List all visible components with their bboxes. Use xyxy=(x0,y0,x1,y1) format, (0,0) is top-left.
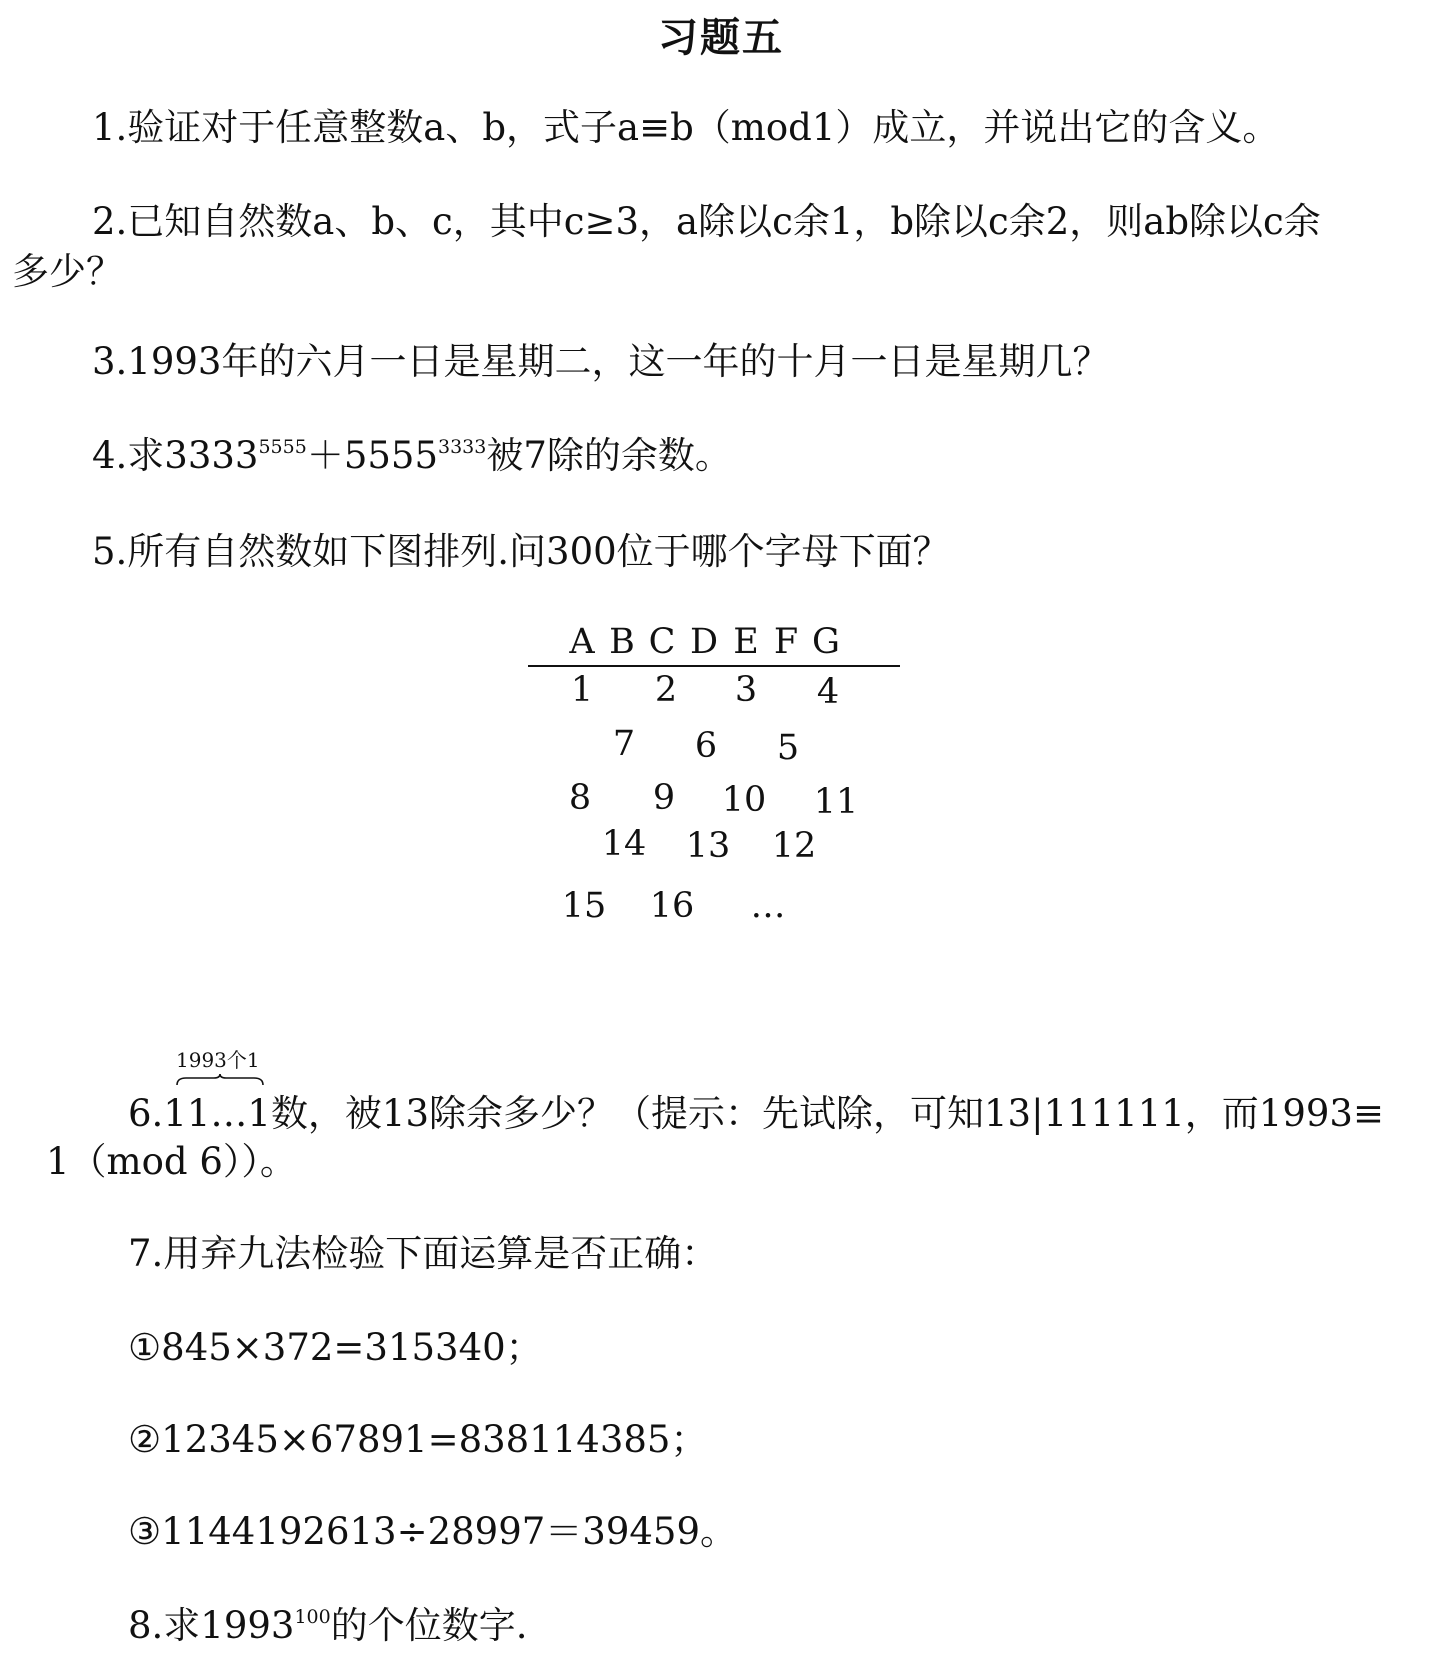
arrangement-number: 5 xyxy=(776,728,800,768)
question-1: 1.验证对于任意整数a、b，式子a≡b（mod1）成立，并说出它的含义。 xyxy=(92,106,1280,149)
arrangement-number: 11 xyxy=(813,782,859,822)
header-letter: B xyxy=(609,622,635,662)
arrangement-number: 1 xyxy=(570,670,594,710)
question-8-suffix: 的个位数字. xyxy=(330,1604,528,1647)
arrangement-number: 4 xyxy=(816,672,840,712)
question-8-prefix: 8.求1993 xyxy=(128,1604,295,1647)
question-4-middle: ＋5555 xyxy=(306,434,438,477)
question-4-prefix: 4.求3333 xyxy=(92,434,259,477)
question-5: 5.所有自然数如下图排列.问300位于哪个字母下面？ xyxy=(92,530,950,573)
header-letter: D xyxy=(689,622,719,662)
question-4 xyxy=(92,434,732,478)
arrangement-number: 13 xyxy=(685,826,731,866)
question-2-line-1: 2.已知自然数a、b、c，其中c≥3，a除以c余1，b除以c余2，则ab除以c余 xyxy=(92,200,1321,243)
question-7-intro: 7.用弃九法检验下面运算是否正确： xyxy=(128,1232,719,1275)
arrangement-number: 9 xyxy=(652,778,676,818)
question-6-prefix: 6. xyxy=(128,1092,164,1135)
arrangement-number: 16 xyxy=(649,886,695,926)
header-letter: F xyxy=(773,622,799,662)
question-8-exponent: 100 xyxy=(294,1606,331,1628)
header-letter: A xyxy=(569,622,595,662)
question-2-line-2: 多少？ xyxy=(12,250,123,293)
page-title: 习题五 xyxy=(658,14,784,61)
question-3: 3.1993年的六月一日是星期二，这一年的十月一日是星期几？ xyxy=(92,340,1110,383)
question-6-brace-label: 1993个1 xyxy=(176,1048,260,1072)
arrangement-number: 3 xyxy=(734,670,758,710)
question-6-text: 数，被13除余多少？（提示：先试除，可知13|111111，而1993≡ xyxy=(270,1092,1384,1135)
header-letter: C xyxy=(648,622,676,662)
question-7-item-3: ③1144192613÷28997＝39459。 xyxy=(128,1510,737,1553)
question-6-line-2: 1（mod 6））。 xyxy=(46,1140,297,1183)
header-letter: E xyxy=(733,622,759,662)
question-4-exponent-2: 3333 xyxy=(438,436,487,458)
arrangement-number: 14 xyxy=(601,824,647,864)
question-7-item-1: ①845×372=315340； xyxy=(128,1326,543,1369)
arrangement-number: 15 xyxy=(561,886,607,926)
header-divider xyxy=(528,665,900,667)
question-6-repeated-ones: 11…1 xyxy=(163,1092,271,1135)
question-6-line-1 xyxy=(128,1092,1384,1136)
overbrace-icon xyxy=(176,1074,264,1086)
arrangement-number: 6 xyxy=(694,726,718,766)
arrangement-number: 12 xyxy=(771,826,817,866)
question-4-exponent-1: 5555 xyxy=(258,436,307,458)
question-7-item-2: ②12345×67891=838114385； xyxy=(128,1418,708,1461)
arrangement-number: 10 xyxy=(721,780,767,820)
arrangement-number: 8 xyxy=(568,778,592,818)
header-letter: G xyxy=(812,622,840,662)
arrangement-ellipsis: … xyxy=(750,886,786,926)
question-4-suffix: 被7除的余数。 xyxy=(486,434,732,477)
arrangement-number: 7 xyxy=(612,724,636,764)
question-8 xyxy=(128,1604,528,1648)
arrangement-number: 2 xyxy=(654,670,678,710)
